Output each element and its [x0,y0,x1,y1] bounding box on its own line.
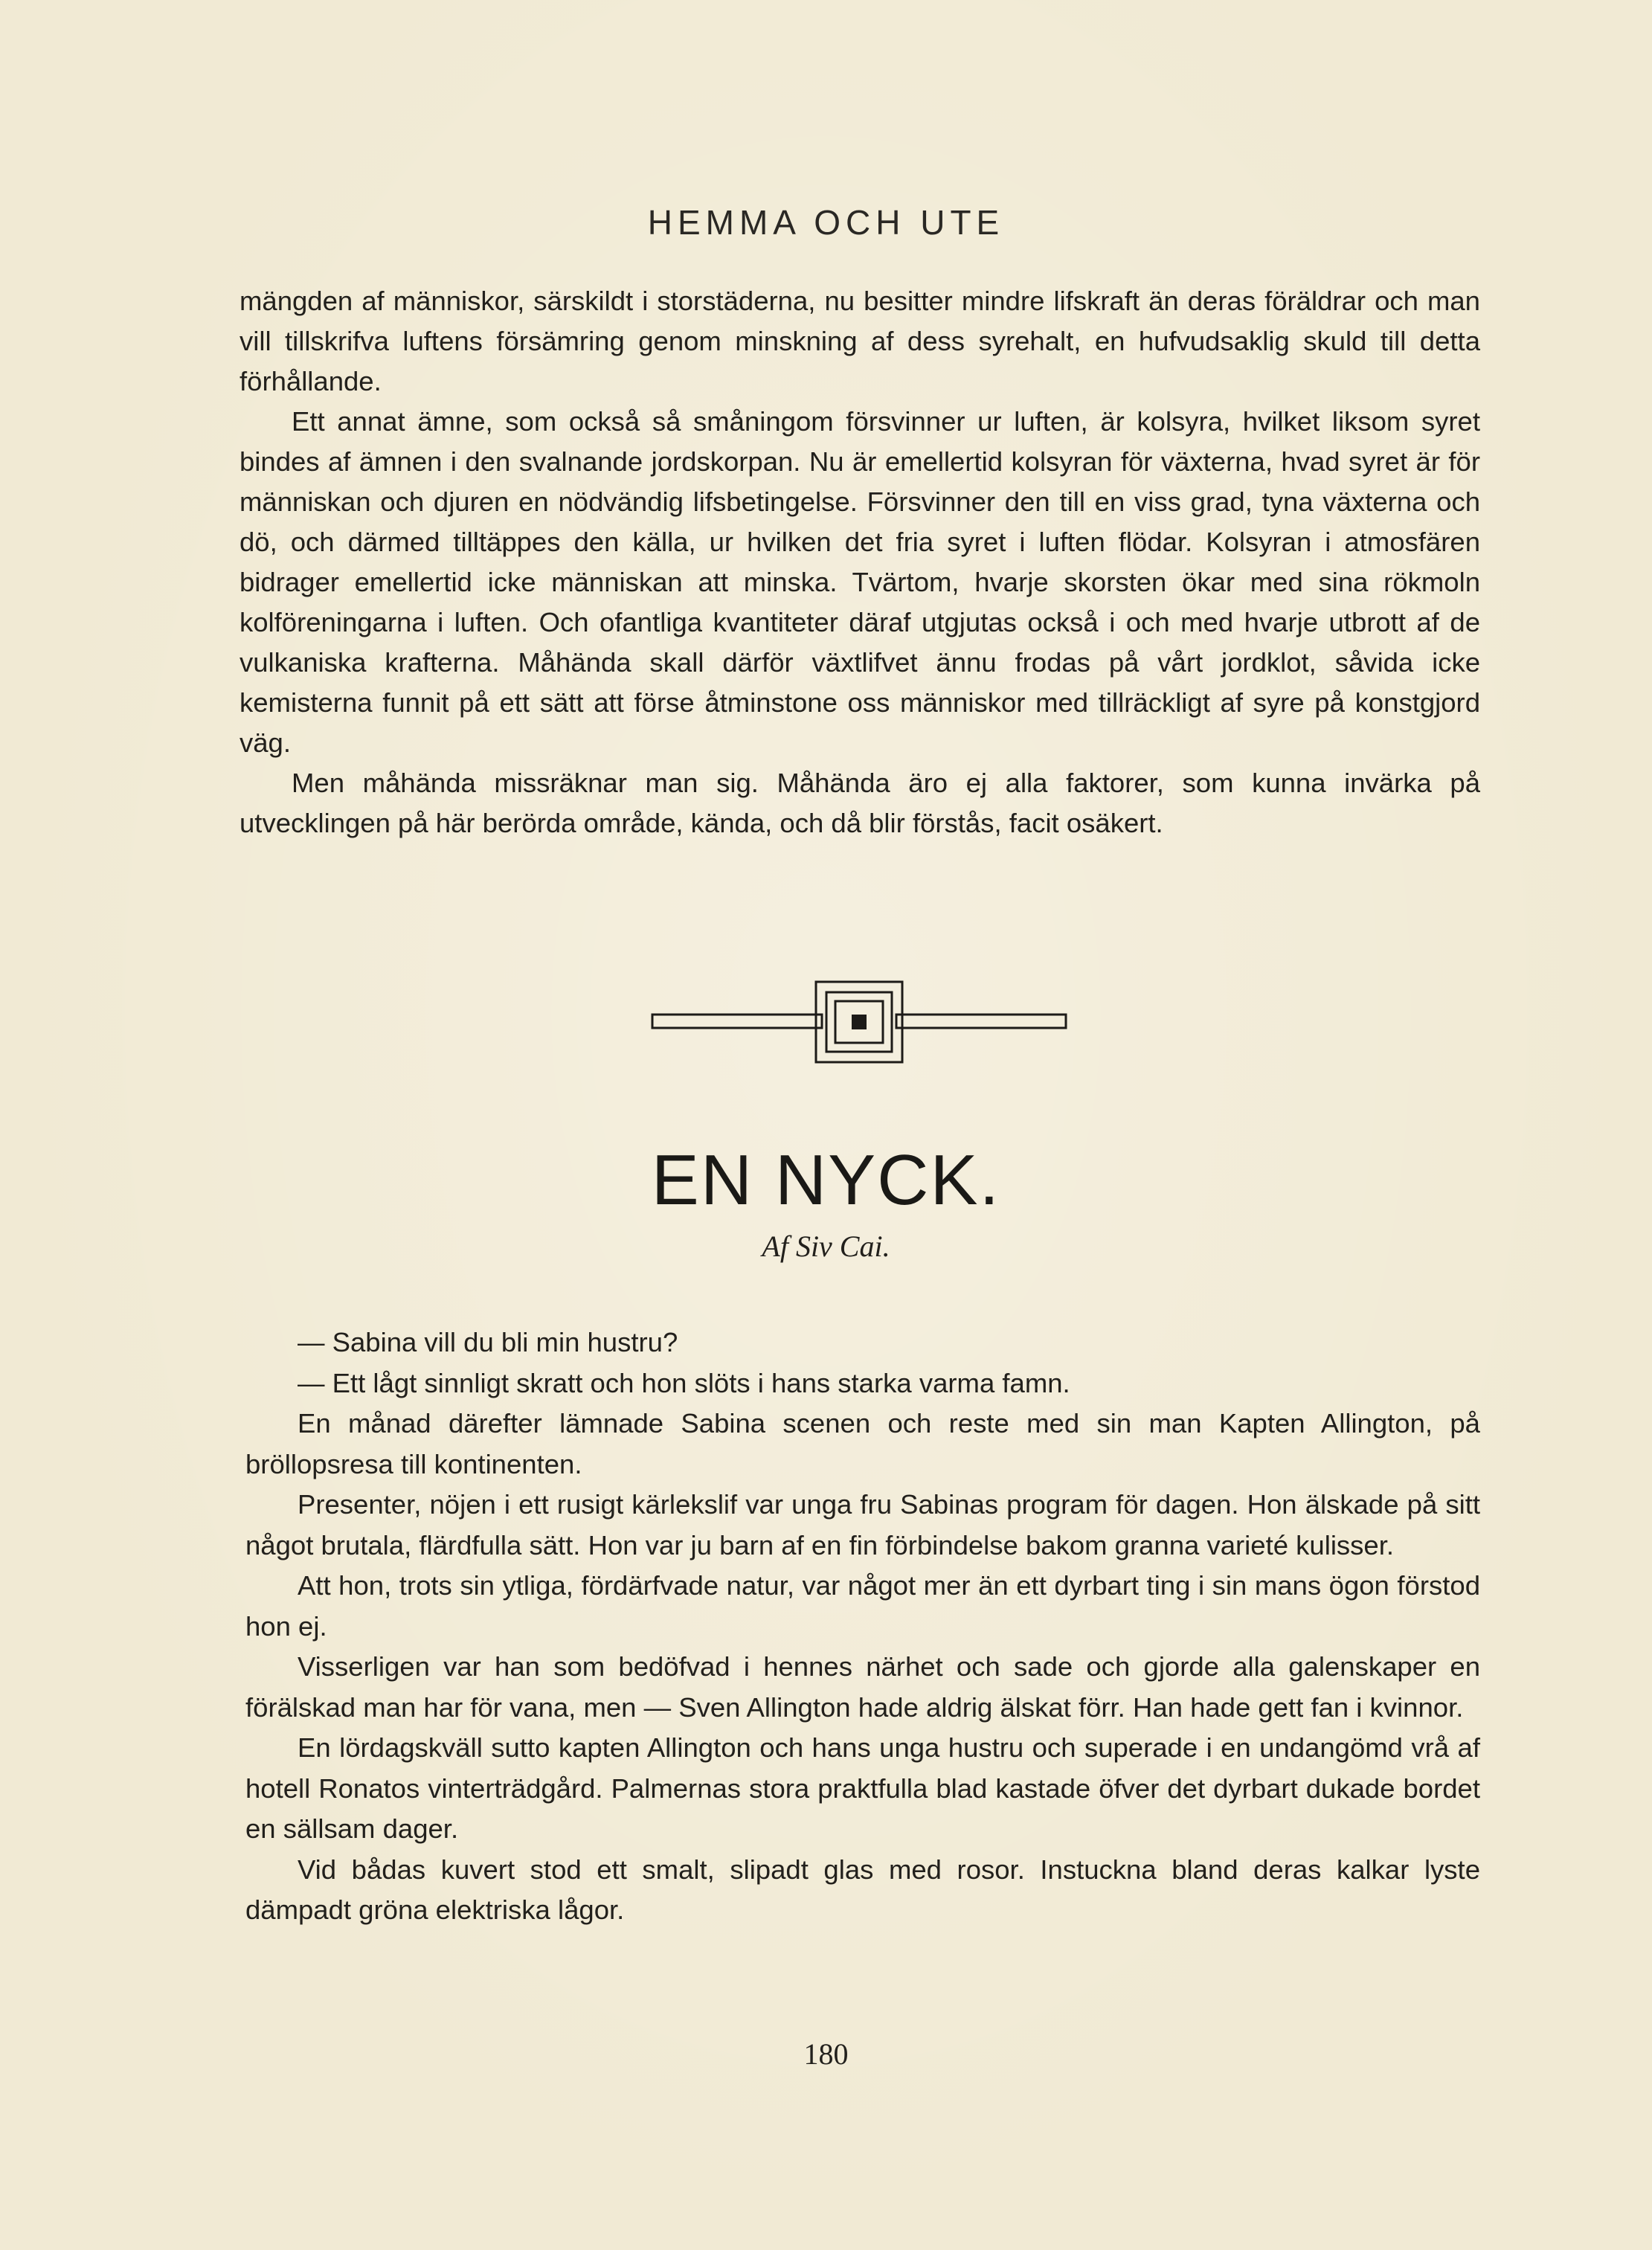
article-paragraph-1: mängden af människor, särskildt i storstäderna, nu besitter mindre lifskraft än deras föräldrar och man vill tillskrifva luftens försämring genom minskning af dess syrehalt, en hufvudsaklig skuld till detta förhållande. [240,286,1480,396]
story-paragraph-1: — Sabina vill du bli min hustru? [298,1327,678,1357]
story-paragraph-7: En lördagskväll sutto kapten Allington och hans unga hustru och superade i en undangömd vrå af hotell Ronatos vinterträdgård. Palmernas stora praktfulla blad kastade öfver det dyrbart dukade bordet en sällsam dager. [245,1732,1480,1844]
running-head: HEMMA OCH UTE [647,203,1005,242]
story-paragraph-4: Presenter, nöjen i ett rusigt kärlekslif var unga fru Sabinas program för dagen. Hon älskade på sitt något brutala, flärdfulla sätt. Hon var ju barn af en fin förbindelse bakom granna varieté kulisser. [245,1489,1480,1560]
article-paragraph-3: Men måhända missräknar man sig. Måhända äro ej alla faktorer, som kunna invärka på utvecklingen på här berörda område, kända, och då blir förstås, facit osäkert. [240,768,1480,838]
story-body [245,1322,1480,1931]
article-paragraph-2: Ett annat ämne, som också så småningom försvinner ur luften, är kolsyra, hvilket liksom syret bindes af ämnen i den svalnande jordskorpan. Nu är emellertid kolsyran för växterna, hvad syret är för människan och djuren en nödvändig lifsbetingelse. Försvinner den till en viss grad, tyna växterna och dö, och därmed tilltäppes den källa, ur hvilken det fria syret i luften flödar. Kolsyran i atmosfären bidrager emellertid icke människan att minska. Tvärtom, hvarje skorsten ökar med sina rökmoln kolföreningarna i luften. Och ofantliga kvantiteter däraf utgjutas också i och med hvarje utbrott af de vulkaniska krafterna. Måhända skall därför växtlifvet ännu frodas på vårt jordklot, såvida icke kemisterna funnit på ett sätt att förse åtminstone oss människor med tillräckligt af syre på konstgjord väg. [240,406,1480,758]
story-paragraph-5: Att hon, trots sin ytliga, fördärfvade natur, var något mer än ett dyrbart ting i sin mans ögon förstod hon ej. [245,1570,1480,1642]
story-paragraph-3: En månad därefter lämnade Sabina scenen och reste med sin man Kapten Allington, på bröllopsresa till kontinenten. [245,1408,1480,1479]
story-title: EN NYCK. [651,1140,1001,1220]
square-frame-ornament-icon [651,980,1067,1064]
page-number: 180 [803,2037,849,2071]
story-paragraph-8: Vid bådas kuvert stod ett smalt, slipadt glas med rosor. Instuckna bland deras kalkar lyste dämpadt gröna elektriska lågor. [245,1854,1480,1925]
article-continuation [240,281,1480,843]
story-paragraph-6: Visserligen var han som bedöfvad i hennes närhet och sade och gjorde alla galenskaper en förälskad man har för vana, men — Sven Allington hade aldrig älskat förr. Han hade gett fan i kvinnor. [245,1651,1480,1723]
story-paragraph-2: — Ett lågt sinnligt skratt och hon slöts i hans starka varma famn. [298,1367,1070,1398]
story-byline: Af Siv Cai. [762,1230,890,1263]
